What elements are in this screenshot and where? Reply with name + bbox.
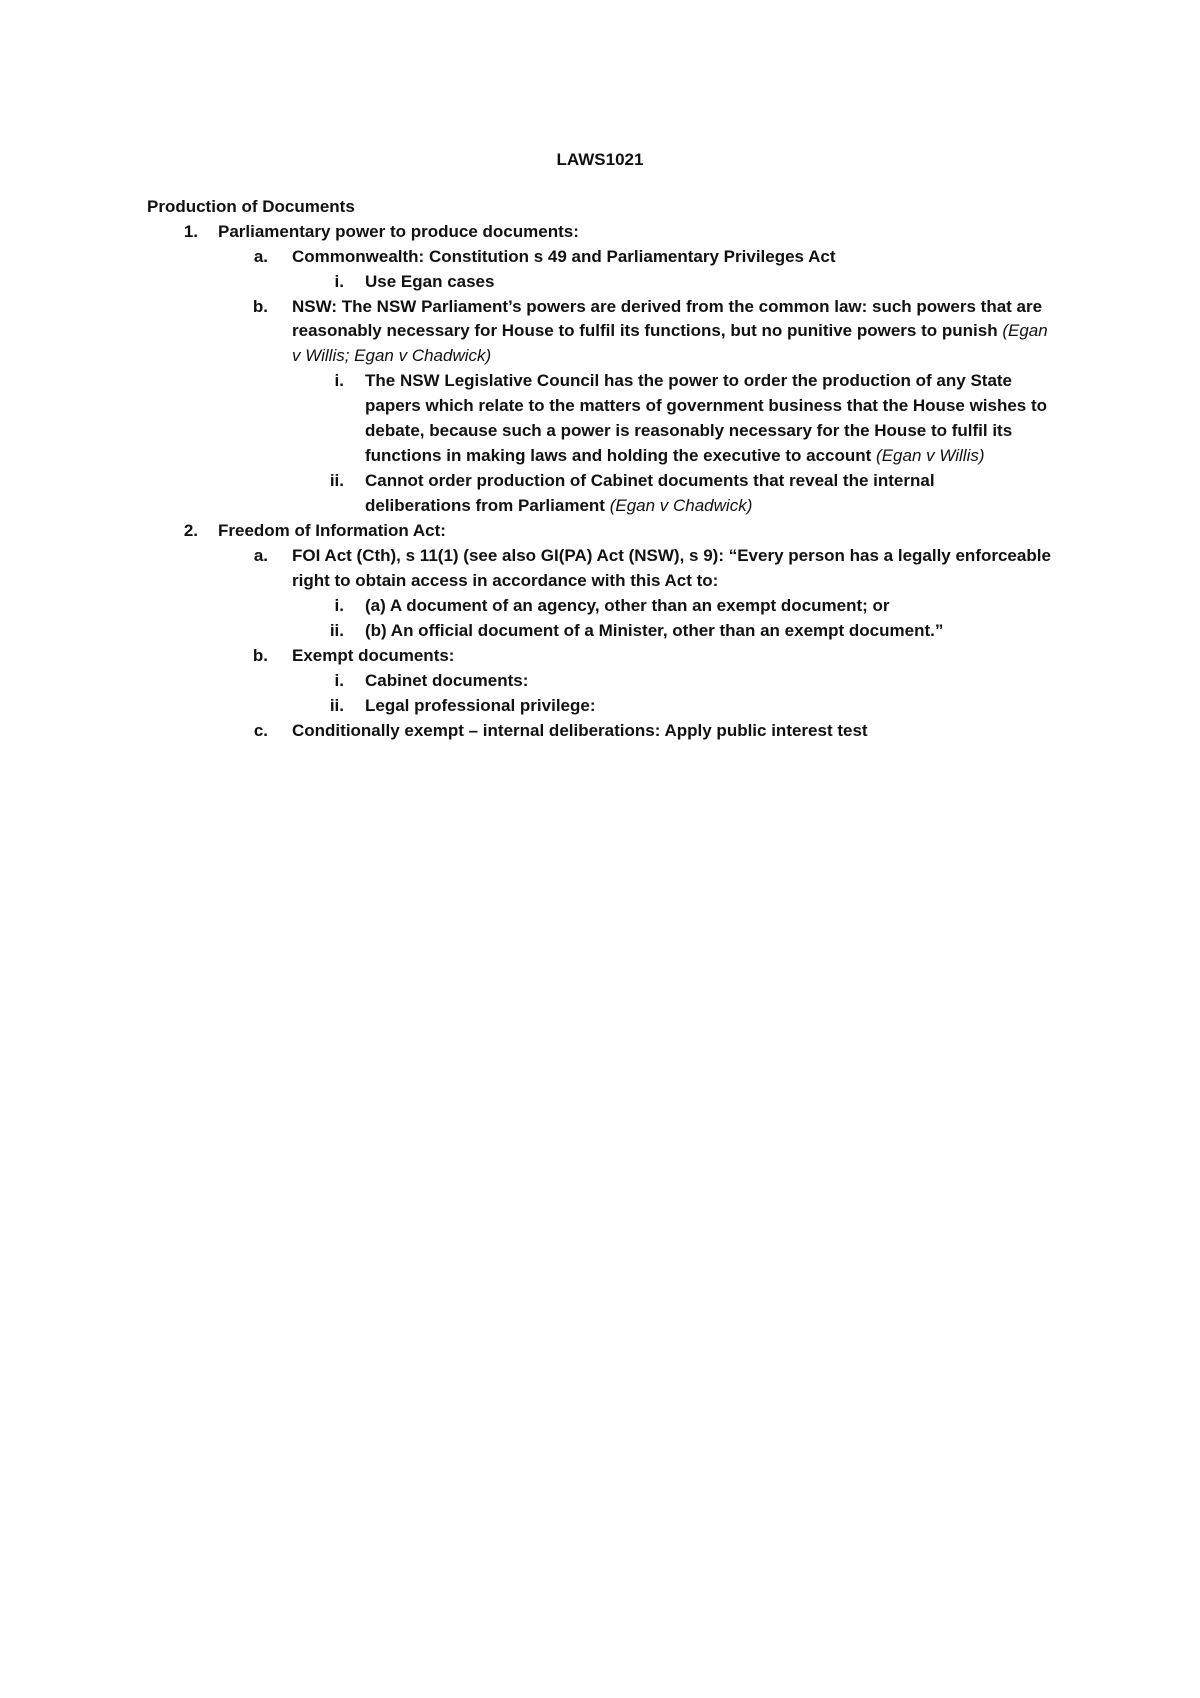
item-1b-ii-line-2-text: deliberations from Parliament: [365, 496, 605, 515]
item-1b-i-line-1: The NSW Legislative Council has the power to order the production of any State: [365, 371, 1013, 390]
item-1b-line-3: [292, 345, 491, 367]
item-1b-line-1: NSW: The NSW Parliament’s powers are derived from the common law: such powers that are: [292, 297, 1043, 316]
item-1a-i-text: Use Egan cases: [365, 272, 495, 291]
item-1-label: Parliamentary power to produce documents:: [218, 222, 579, 241]
list-marker-2b-ii: ii.: [329, 696, 344, 715]
list-marker-1b-i: i.: [334, 371, 344, 390]
list-marker-2c: c.: [253, 721, 268, 740]
list-marker-2b-i: i.: [334, 671, 344, 690]
course-code-title: LAWS1021: [556, 150, 644, 169]
item-1b-line-2-text: reasonably necessary for House to fulfil its functions, but no punitive powers to punish: [292, 321, 998, 340]
list-marker-2a-i: i.: [334, 596, 344, 615]
item-2-label: Freedom of Information Act:: [218, 521, 446, 540]
list-marker-1b-ii: ii.: [329, 471, 344, 490]
item-1b-line-2: [292, 320, 1048, 342]
item-1a-text: Commonwealth: Constitution s 49 and Parliamentary Privileges Act: [292, 247, 836, 266]
case-citation: (Egan: [1002, 321, 1048, 340]
case-citation: (Egan v Chadwick): [609, 496, 753, 515]
item-2a-ii-text: (b) An official document of a Minister, other than an exempt document.”: [365, 621, 944, 640]
list-marker-2b: b.: [252, 646, 268, 665]
list-marker-1a-i: i.: [334, 272, 344, 291]
item-2a-i-text: (a) A document of an agency, other than an exempt document; or: [365, 596, 890, 615]
item-1b-ii-line-2: [365, 495, 752, 517]
list-marker-2a-ii: ii.: [329, 621, 344, 640]
item-1b-i-line-4: [365, 445, 985, 467]
item-2a-line-2: right to obtain access in accordance with this Act to:: [292, 571, 719, 590]
item-2b-ii-text: Legal professional privilege:: [365, 696, 596, 715]
list-marker-1b: b.: [252, 297, 268, 316]
item-2a-line-1: FOI Act (Cth), s 11(1) (see also GI(PA) Act (NSW), s 9): “Every person has a legally enforceable: [292, 546, 1051, 565]
item-2c-text: Conditionally exempt – internal deliberations: Apply public interest test: [292, 721, 868, 740]
list-marker-1: 1.: [183, 222, 198, 241]
section-heading: Production of Documents: [147, 197, 355, 216]
item-1b-i-line-4-text: functions in making laws and holding the executive to account: [365, 446, 872, 465]
item-1b-i-line-2: papers which relate to the matters of government business that the House wishes to: [365, 396, 1048, 415]
case-citation: v Willis; Egan v Chadwick): [292, 346, 492, 365]
item-2b-i-text: Cabinet documents:: [365, 671, 529, 690]
item-1b-i-line-3: debate, because such a power is reasonably necessary for the House to fulfil its: [365, 421, 1013, 440]
list-marker-2: 2.: [183, 521, 198, 540]
item-2b-text: Exempt documents:: [292, 646, 455, 665]
list-marker-2a: a.: [253, 546, 268, 565]
item-1b-ii-line-1: Cannot order production of Cabinet documents that reveal the internal: [365, 471, 935, 490]
case-citation: (Egan v Willis): [876, 446, 985, 465]
list-marker-1a: a.: [253, 247, 268, 266]
